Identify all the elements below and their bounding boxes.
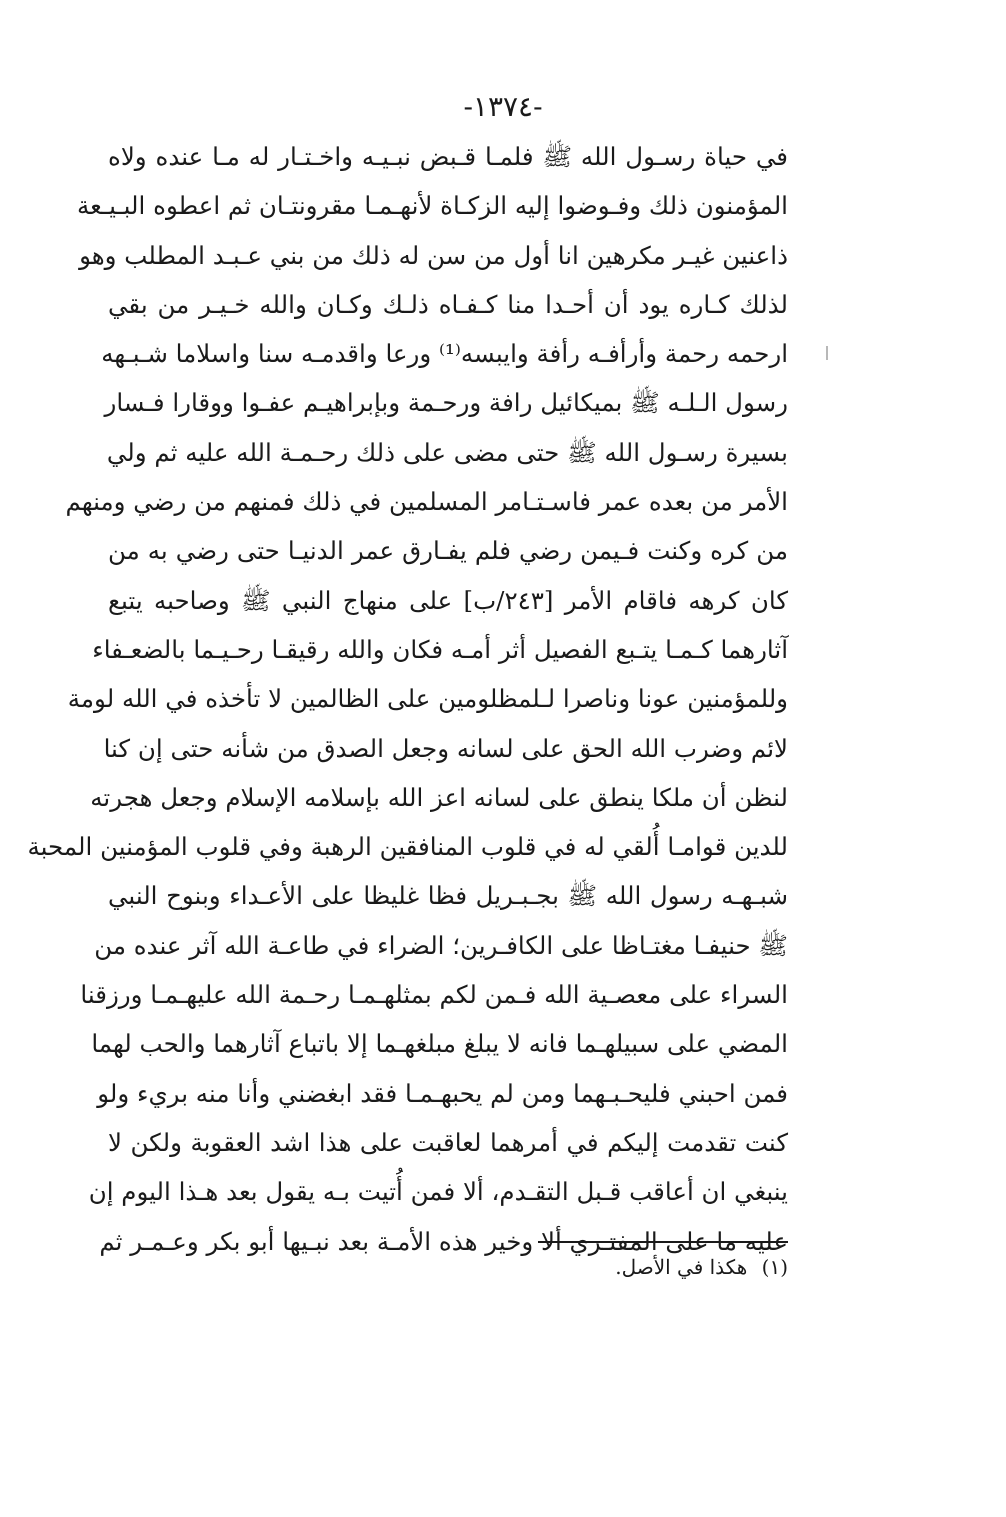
text-line: في حياة رسـول الله ﷺ فلمـا قـبض نبـيـه واخـتـار له مـا عنده ولاه [108,142,788,171]
footnote-marker: (١) [761,1255,788,1279]
text-line: المؤمنون ذلك وفـوضوا إليه الزكـاة لأنهـمـا مقرونتـان ثم اعطوه البـيـعة [76,191,788,221]
text-line: كنت تقدمت إليكم في أمرهما لعاقبت على هذا اشد العقوبة ولكن لا [108,1127,788,1157]
text-line: لذلك كـاره يود أن أحـدا منا كـفـاه ذلـك وكـان والله خـيـر من بقي [108,289,788,319]
text-line: ارحمه رحمة وأرأفـه رأفة وايبسه⁽¹⁾ ورعا واقدمـه سنا واسلاما شـبـهه [101,339,788,369]
text-line: المضي على سبيلهـما فانه لا يبلغ مبلغهـما إلا باتباع آثارهما والحب لهما [91,1029,788,1059]
text-line: فمن احبني فليحـبـهما ومن لم يحبهـمـا فقد ابغضني وأنا منه بريء ولو [97,1078,788,1108]
text-line: ﷺ حنيفـا مغتـاظا على الكافـرين؛ الضراء في طاعـة الله آثر عنده من [94,930,788,960]
page-number: -١٣٧٤- [463,90,543,123]
text-line: شبـهـه رسول الله ﷺ بجـبـريل فظا غليظا على الأعـداء وبنوح النبي [108,881,788,911]
footnote-text: هكذا في الأصل. [615,1255,748,1279]
text-line: بسيرة رسـول الله ﷺ حتى مضى على ذلك رحـمـة الله عليه ثم ولي [106,437,788,467]
text-line: لنظن أن ملكا ينطق على لسانه اعز الله بإسلامه الإسلام وجعل هجرته [90,782,788,812]
text-line: ينبغي ان أعاقب قـبل التقـدم، ألا فمن أُتيت بـه يقول بعد هـذا اليوم إن [88,1177,788,1207]
text-line: السراء على معصـية الله فـمن لكم بمثلهـمـا رحـمة الله عليهـمـا ورزقنا [80,980,788,1010]
text-line: للدين قوامـا أُلقي له في قلوب المنافقين الرهبة وفي قلوب المؤمنين المحبة [27,832,788,862]
scan-mark [826,346,828,360]
text-line: ذاعنين غيـر مكرهين انا أول من سن له ذلك من بني عـبـد المطلب وهو [79,240,788,270]
text-line: لائم وضرب الله الحق على لسانه وجعل الصدق من شأنه حتى إن كنا [103,733,788,763]
body-text [27,132,788,1266]
text-line: كان كرهه فاقام الأمر [٢٤٣/ب] على منهاج النبي ﷺ وصاحبه يتبع [108,585,788,615]
text-line: الأمر من بعده عمر فاسـتـامر المسلمين في ذلك فمنهم من رضي ومنهم [65,487,788,517]
text-line: رسول الـلـه ﷺ بميكائيل رافة ورحـمة وبإبراهيـم عفـوا ووقارا فـسار [104,388,788,418]
text-line: عليه ما على المفتـري ألا وخير هذه الأمـة بعد نبـيها أبو بكر وعـمـر ثم [99,1226,788,1256]
text-line: من كره وكنت فـيمن رضي فلم يفـارق عمر الدنيـا حتى رضي به من [108,536,788,566]
text-line: وللمؤمنين عونا وناصرا لـلمظلومين على الظالمين لا تأخذه في الله لومة [67,684,788,714]
footnote-divider [538,1241,788,1243]
footnote [500,1252,788,1282]
text-line: آثارهما كـمـا يتـبع الفصيل أثر أمـه فكان والله رقيقـا رحـيـما بالضعـفاء [92,634,788,664]
